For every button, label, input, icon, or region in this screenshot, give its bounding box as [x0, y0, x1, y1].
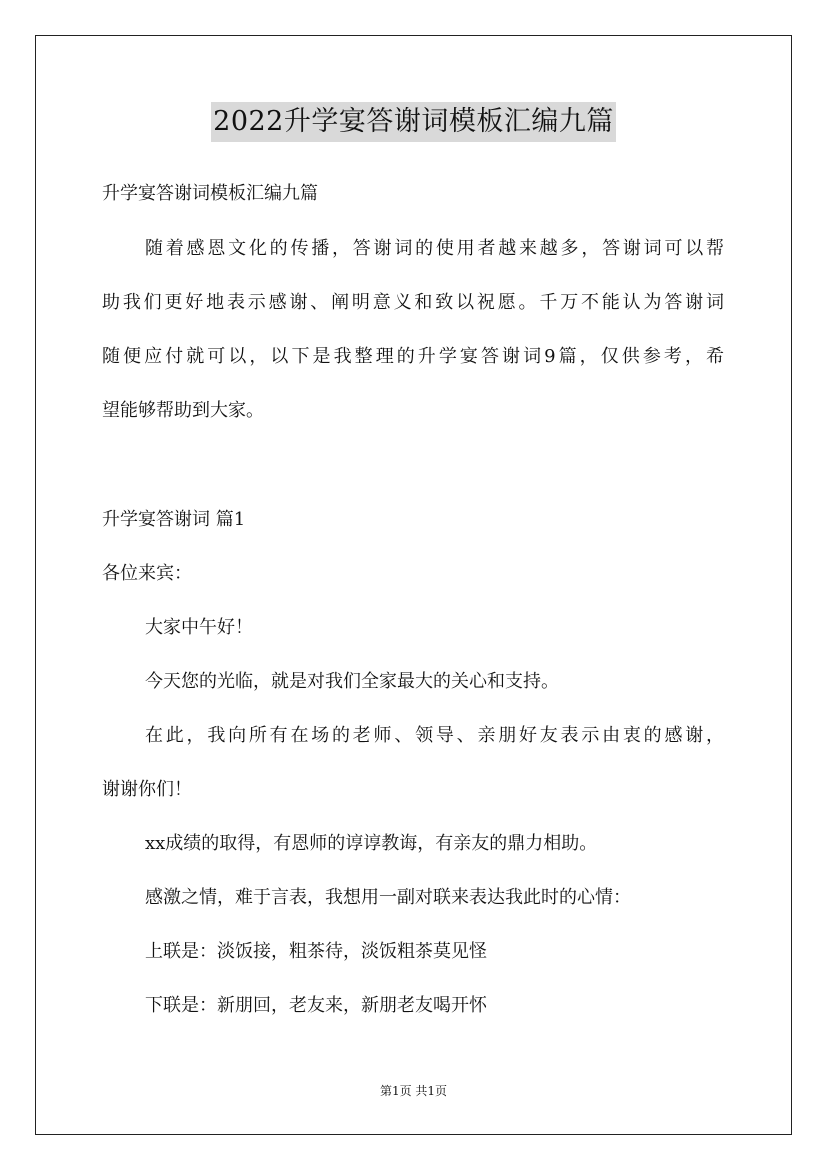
- intro-line-2: 助我们更好地表示感谢、阐明意义和致以祝愿。千万不能认为答谢词: [102, 292, 724, 313]
- couplet-first-line: 上联是：淡饭接，粗茶待，淡饭粗茶莫见怪: [145, 941, 487, 962]
- greeting-line: 大家中午好！: [145, 617, 253, 638]
- intro-line-1: 随着感恩文化的传播，答谢词的使用者越来越多，答谢词可以帮: [145, 238, 724, 259]
- body-line-5: 感激之情，难于言表，我想用一副对联来表达我此时的心情：: [145, 887, 631, 908]
- intro-line-4: 望能够帮助到大家。: [102, 400, 264, 421]
- document-title-text: 2022升学宴答谢词模板汇编九篇: [211, 102, 616, 142]
- body-line-4: xx成绩的取得，有恩师的谆谆教诲，有亲友的鼎力相助。: [145, 833, 598, 854]
- couplet-second-line: 下联是：新朋回，老友来，新朋老友喝开怀: [145, 995, 487, 1016]
- document-title: [0, 100, 827, 142]
- body-line-2: 在此，我向所有在场的老师、领导、亲朋好友表示由衷的感谢，: [145, 725, 724, 746]
- body-line-3: 谢谢你们！: [102, 779, 192, 800]
- body-line-1: 今天您的光临，就是对我们全家最大的关心和支持。: [145, 671, 559, 692]
- page-number-label: 第1页 共1页: [379, 1084, 448, 1098]
- subtitle-line: 升学宴答谢词模板汇编九篇: [102, 183, 318, 204]
- page-footer: [0, 1083, 827, 1099]
- section-heading: 升学宴答谢词 篇1: [102, 509, 246, 530]
- intro-line-3: 随便应付就可以，以下是我整理的升学宴答谢词9篇，仅供参考，希: [102, 346, 724, 367]
- salutation: 各位来宾：: [102, 563, 192, 584]
